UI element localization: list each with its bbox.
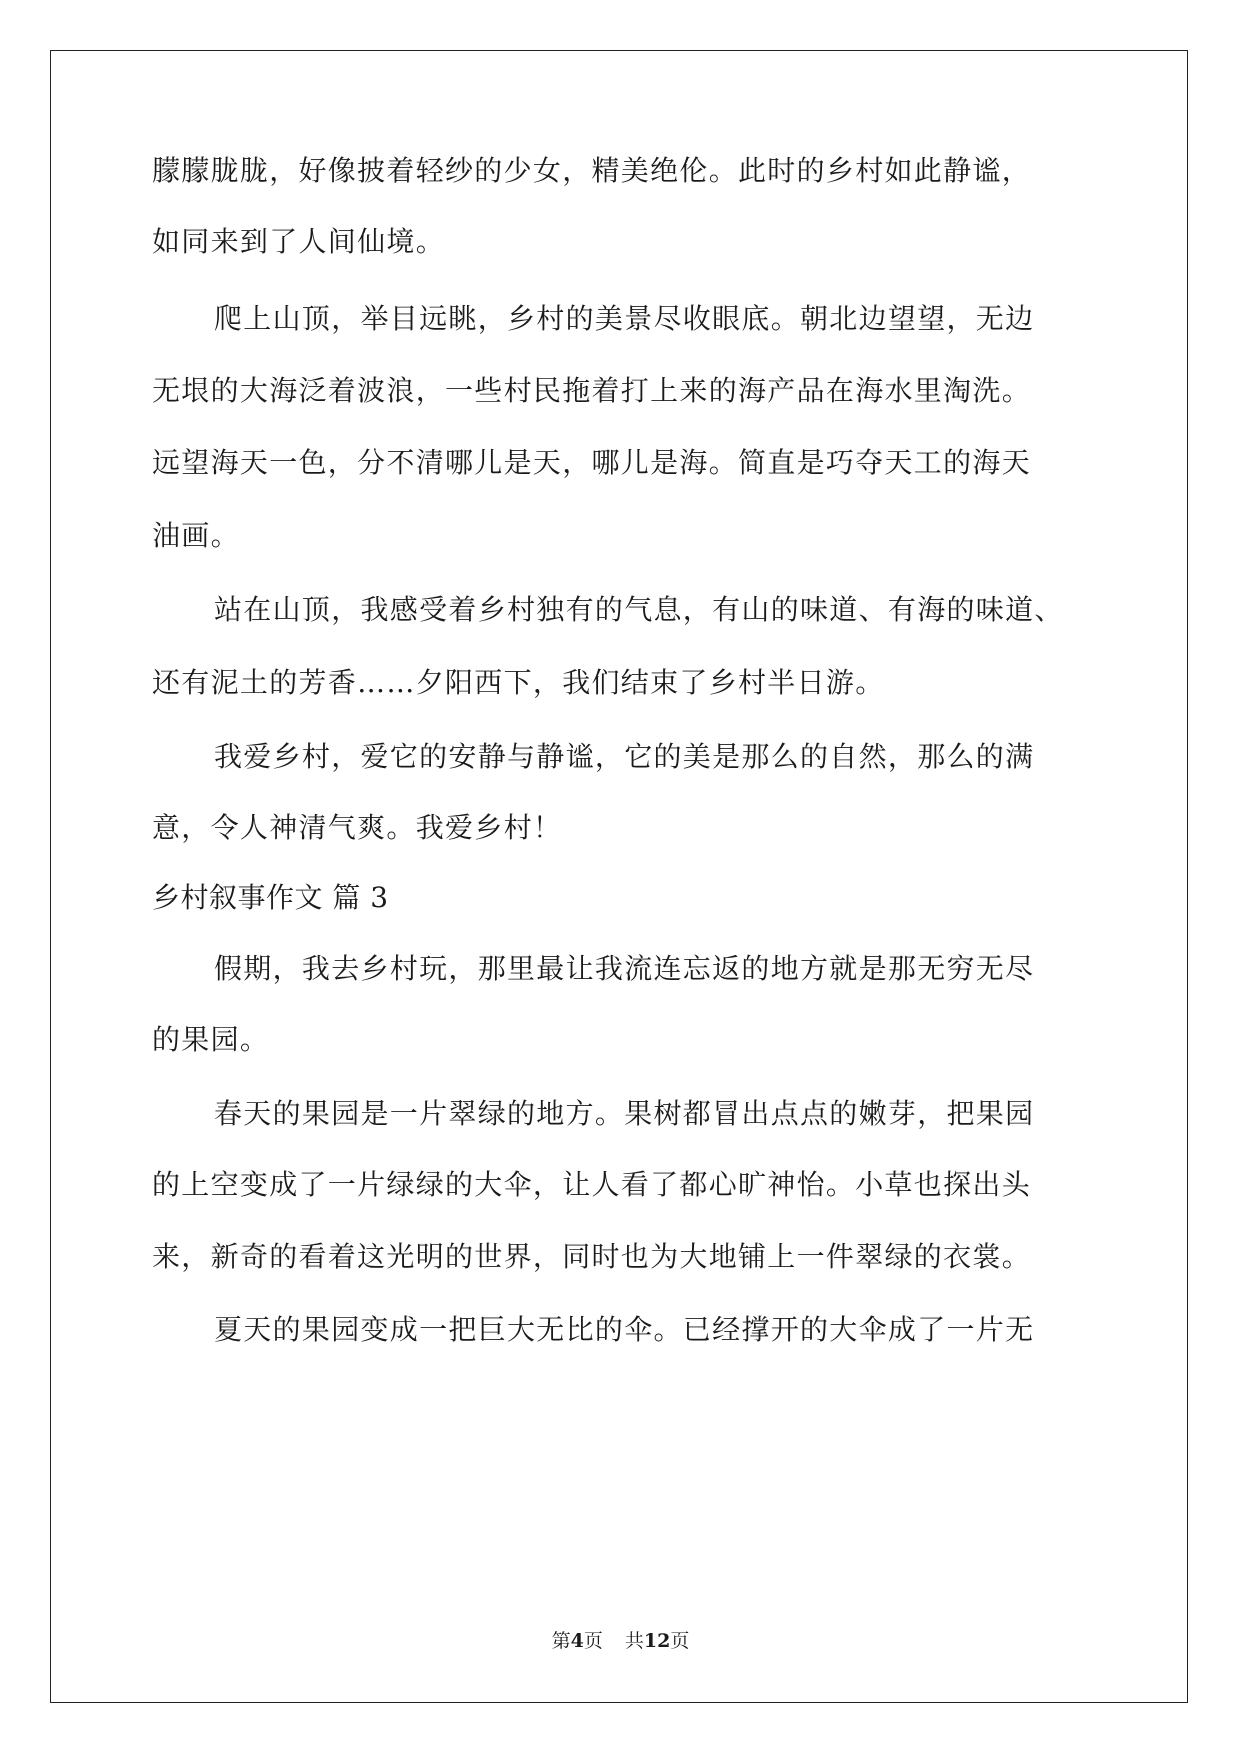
total-pages: 12: [643, 1630, 671, 1652]
text-line: 朦朦胧胧，好像披着轻纱的少女，精美绝伦。此时的乡村如此静谧，: [152, 154, 1032, 187]
paragraph-first-line: 爬上山顶，举目远眺，乡村的美景尽收眼底。朝北边望望，无边: [214, 302, 1035, 335]
section-heading: 乡村叙事作文 篇 3: [152, 881, 389, 914]
text-line: 油画。: [152, 519, 240, 552]
text-line: 远望海天一色，分不清哪儿是天，哪儿是海。简直是巧夺天工的海天: [152, 446, 1032, 479]
text-line: 的果园。: [152, 1023, 270, 1056]
page-suffix: 页: [583, 1630, 603, 1652]
text-line: 意，令人神清气爽。我爱乡村！: [152, 811, 563, 844]
page-number: 4: [570, 1630, 584, 1652]
paragraph-first-line: 我爱乡村，爱它的安静与静谧，它的美是那么的自然，那么的满: [214, 740, 1035, 773]
paragraph-first-line: 假期，我去乡村玩，那里最让我流连忘返的地方就是那无穷无尽: [214, 952, 1035, 985]
text-line: 无垠的大海泛着波浪，一些村民拖着打上来的海产品在海水里淘洗。: [152, 374, 1032, 407]
total-prefix: 共: [624, 1630, 644, 1652]
text-line: 来，新奇的看着这光明的世界，同时也为大地铺上一件翠绿的衣裳。: [152, 1240, 1032, 1273]
paragraph-first-line: 夏天的果园变成一把巨大无比的伞。已经撑开的大伞成了一片无: [214, 1313, 1035, 1346]
text-line: 还有泥土的芳香……夕阳西下，我们结束了乡村半日游。: [152, 666, 885, 699]
page-prefix: 第: [551, 1630, 571, 1652]
paragraph-first-line: 春天的果园是一片翠绿的地方。果树都冒出点点的嫩芽，把果园: [214, 1097, 1035, 1130]
page-border: [50, 50, 1188, 1703]
page-footer: [0, 1629, 1241, 1653]
total-suffix: 页: [670, 1630, 690, 1652]
text-line: 如同来到了人间仙境。: [152, 225, 446, 258]
paragraph-first-line: 站在山顶，我感受着乡村独有的气息，有山的味道、有海的味道、: [214, 593, 1064, 626]
text-line: 的上空变成了一片绿绿的大伞，让人看了都心旷神怡。小草也探出头: [152, 1168, 1032, 1201]
